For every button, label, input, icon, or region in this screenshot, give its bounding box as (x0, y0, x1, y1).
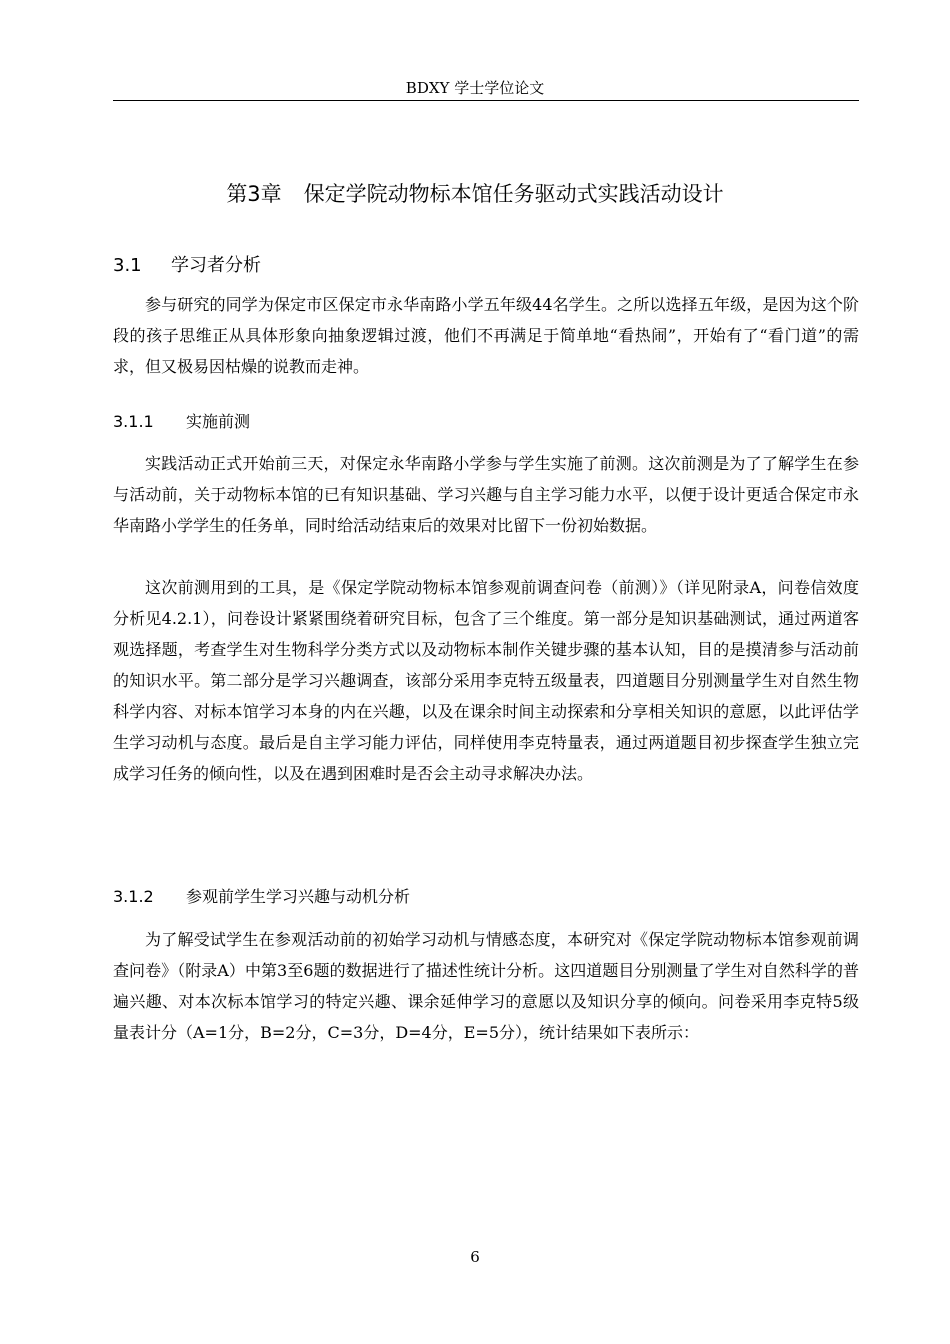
section-number: 3.1 (113, 255, 142, 276)
page-number: 6 (470, 1248, 480, 1266)
paragraph-motivation-analysis: 为了解受试学生在参观活动前的初始学习动机与情感态度，本研究对《保定学院动物标本馆参观前调查问卷》（附录A）中第3至6题的数据进行了描述性统计分析。这四道题目分别测量了学生对自然科学的普遍兴趣、对本次标本馆学习的特定兴趣、课余延伸学习的意愿以及知识分享的倾向。问卷采用李克特5级量表计分（A=1分，B=2分，C=3分，D=4分，E=5分），统计结果如下表所示： (113, 930, 859, 1042)
paragraph-pretest-tool: 这次前测用到的工具，是《保定学院动物标本馆参观前调查问卷（前测）》（详见附录A，问卷信效度分析见4.2.1），问卷设计紧紧围绕着研究目标，包含了三个维度。第一部分是知识基础测试，通过两道客观选择题，考查学生对生物科学分类方式以及动物标本制作关键步骤的基本认知，目的是摸清参与活动前的知识水平。第二部分是学习兴趣调查，该部分采用李克特五级量表，四道题目分别测量学生对自然生物科学内容、对标本馆学习本身的内在兴趣，以及在课余时间主动探索和分享相关知识的意愿，以此评估学生学习动机与态度。最后是自主学习能力评估，同样使用李克特量表，通过两道题目初步探查学生独立完成学习任务的倾向性，以及在遇到困难时是否会主动寻求解决办法。 (113, 578, 859, 783)
header-divider (113, 100, 859, 101)
paragraph-learner-analysis: 参与研究的同学为保定市区保定市永华南路小学五年级44名学生。之所以选择五年级，是因为这个阶段的孩子思维正从具体形象向抽象逻辑过渡，他们不再满足于简单地“看热闹”，开始有了“看门道”的需求，但又极易因枯燥的说教而走神。 (113, 295, 859, 376)
running-header: BDXY 学士学位论文 (405, 79, 545, 97)
chapter-title-text: 保定学院动物标本馆任务驱动式实践活动设计 (303, 182, 724, 206)
section-heading-3-1 (113, 254, 261, 278)
section-number: 3.1.1 (113, 412, 154, 431)
chapter-number: 第3章 (226, 182, 282, 206)
paragraph-pretest-purpose: 实践活动正式开始前三天，对保定永华南路小学参与学生实施了前测。这次前测是为了了解学生在参与活动前，关于动物标本馆的已有知识基础、学习兴趣与自主学习能力水平，以便于设计更适合保定市永华南路小学学生的任务单，同时给活动结束后的效果对比留下一份初始数据。 (113, 454, 859, 535)
section-heading-3-1-2 (113, 886, 410, 908)
section-title: 参观前学生学习兴趣与动机分析 (186, 887, 411, 906)
section-title: 实施前测 (186, 412, 251, 431)
chapter-title (0, 180, 950, 208)
section-heading-3-1-1 (113, 411, 250, 433)
section-title: 学习者分析 (171, 255, 261, 276)
section-number: 3.1.2 (113, 887, 154, 906)
